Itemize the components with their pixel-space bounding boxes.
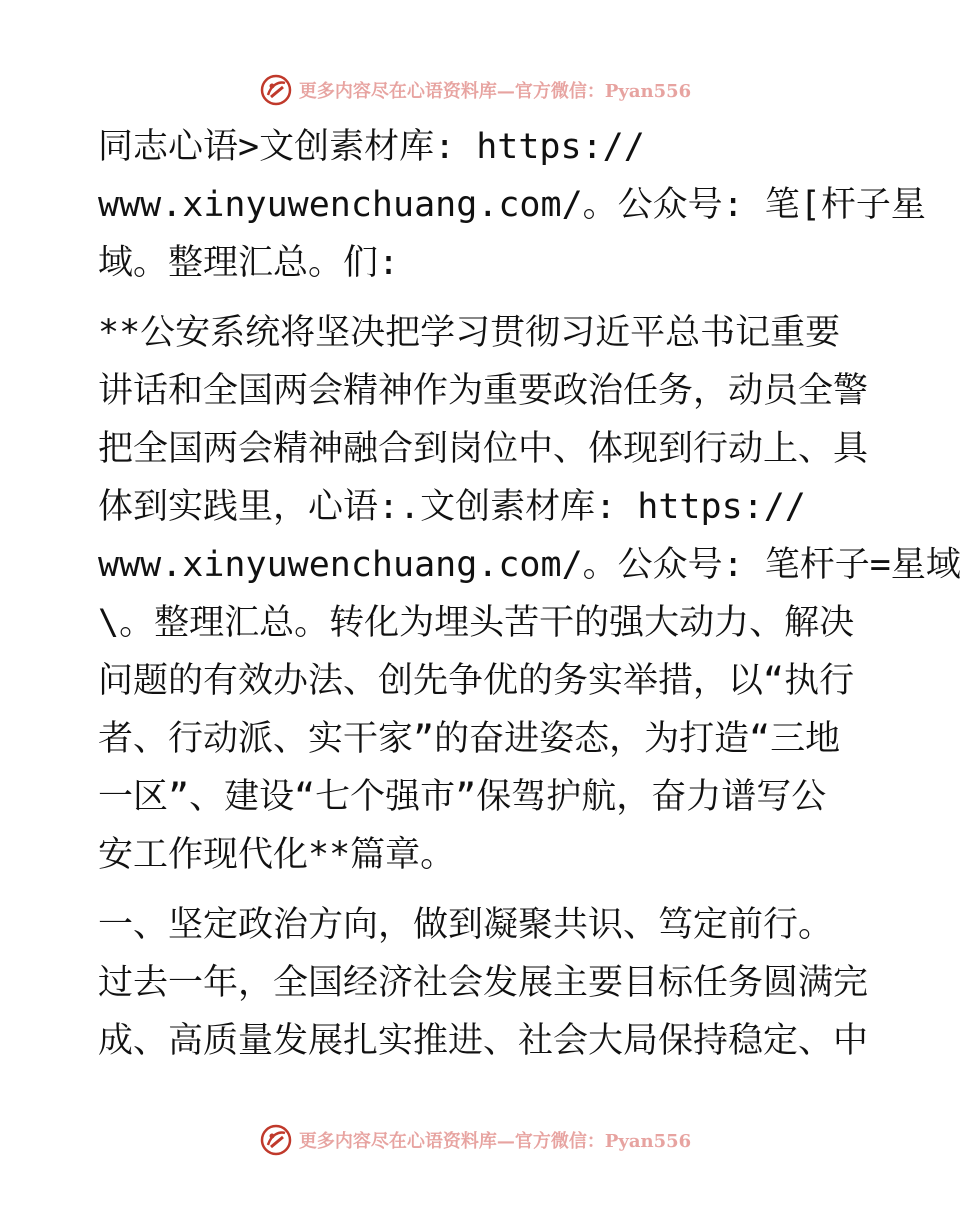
text-line: 把全国两会精神融合到岗位中、体现到行动上、具 <box>98 429 869 469</box>
text-line: 问题的有效办法、创先争优的务实举措，以“执行 <box>98 661 855 701</box>
header-banner <box>0 70 950 110</box>
text-line: 体到实践里，心语:.文创素材库: https:// <box>98 487 806 527</box>
text-line: 一区”、建设“七个强市”保驾护航，奋力谱写公 <box>98 777 827 817</box>
text-line: 一、坚定政治方向，做到凝聚共识、笃定前行。 <box>98 905 834 945</box>
text-line: 过去一年，全国经济社会发展主要目标任务圆满完 <box>98 963 869 1003</box>
text-line: 同志心语>文创素材库: https:// <box>98 127 645 167</box>
paragraph-1 <box>98 118 926 292</box>
header-banner-text: 更多内容尽在心语资料库—官方微信：Pyan556 <box>298 81 692 102</box>
text-line: www.xinyuwenchuang.com/。公众号: 笔杆子=星域 <box>98 545 961 585</box>
paragraph-2 <box>98 304 961 884</box>
text-line: \。整理汇总。转化为埋头苦干的强大动力、解决 <box>98 603 855 643</box>
text-line: www.xinyuwenchuang.com/。公众号: 笔[杆子星 <box>98 185 926 225</box>
text-line: 成、高质量发展扎实推进、社会大局保持稳定、中 <box>98 1021 869 1061</box>
footer-banner <box>0 1120 950 1160</box>
footer-banner-text: 更多内容尽在心语资料库—官方微信：Pyan556 <box>298 1131 692 1152</box>
document-body <box>98 118 961 1070</box>
text-line: 讲话和全国两会精神作为重要政治任务，动员全警 <box>98 371 869 411</box>
text-line: 域。整理汇总。们: <box>98 243 400 283</box>
paragraph-3 <box>98 896 869 1070</box>
xinyu-logo-icon <box>259 1123 293 1157</box>
text-line: 安工作现代化**篇章。 <box>98 835 456 875</box>
text-line: **公安系统将坚决把学习贯彻习近平总书记重要 <box>98 313 841 353</box>
xinyu-logo-icon <box>259 73 293 107</box>
text-line: 者、行动派、实干家”的奋进姿态，为打造“三地 <box>98 719 841 759</box>
